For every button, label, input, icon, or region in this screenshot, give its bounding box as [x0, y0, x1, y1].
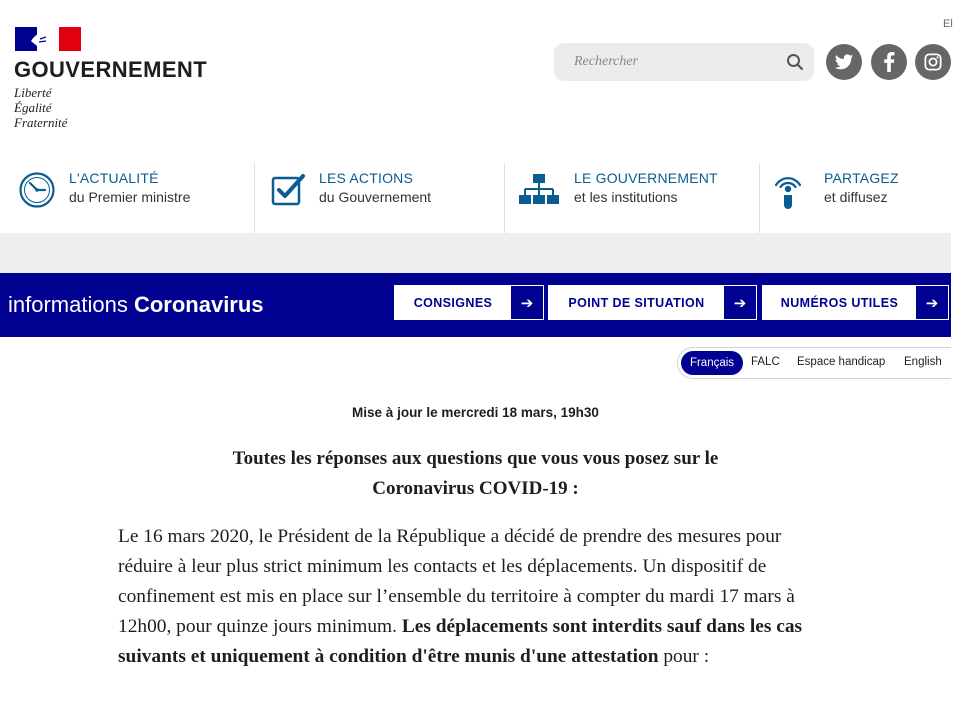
point-de-situation-button[interactable] — [548, 285, 757, 320]
button-label: NUMÉROS UTILES — [780, 295, 899, 310]
nav-item-subtitle: du Premier ministre — [69, 189, 191, 205]
headline-line-1: Toutes les réponses aux questions que vous vous posez sur le — [232, 448, 719, 469]
clock-icon — [18, 171, 56, 214]
arrow-right-icon: ➔ — [724, 286, 756, 319]
search-box[interactable] — [554, 43, 814, 81]
broadcast-icon — [772, 171, 804, 216]
facebook-button[interactable] — [871, 44, 907, 80]
logo-title: GOUVERNEMENT — [14, 57, 208, 82]
corner-language-link[interactable]: El — [943, 18, 953, 30]
button-label: CONSIGNES — [413, 295, 493, 310]
banner-title-strong: Coronavirus — [133, 292, 264, 317]
nav-item-title: LE GOUVERNEMENT — [574, 170, 718, 186]
motto-liberte: Liberté — [14, 85, 52, 100]
lang-option-francais[interactable]: Français — [681, 351, 743, 375]
banner-title-prefix: informations — [8, 292, 134, 317]
republic-motto — [14, 85, 207, 130]
checkbox-icon — [270, 171, 306, 212]
intro-end-text: pour : — [658, 646, 710, 667]
search-icon[interactable] — [786, 53, 804, 76]
intro-bold-text: Les déplacements sont interdits sauf dans les cas suivants et uniquement à condition d'être munis d'une attestation — [118, 616, 803, 667]
language-switcher — [677, 347, 951, 379]
nav-item-gouvernement[interactable] — [505, 163, 759, 233]
facebook-icon — [883, 52, 895, 72]
intro-paragraph — [118, 522, 833, 672]
org-chart-icon — [518, 171, 560, 214]
nav-item-partagez[interactable] — [760, 163, 951, 233]
button-label: POINT DE SITUATION — [568, 295, 705, 310]
twitter-icon — [834, 54, 854, 71]
instagram-button[interactable] — [915, 44, 951, 80]
government-logo[interactable] — [14, 27, 207, 130]
numeros-utiles-button[interactable] — [762, 285, 949, 320]
coronavirus-banner — [0, 273, 951, 337]
lang-option-english[interactable]: English — [904, 356, 942, 368]
nav-item-actualite[interactable] — [0, 163, 254, 233]
banner-title — [8, 292, 264, 318]
nav-item-subtitle: du Gouvernement — [319, 189, 432, 205]
motto-egalite: Égalité — [14, 100, 52, 115]
nav-item-title: LES ACTIONS — [319, 170, 414, 186]
page-headline — [118, 444, 833, 504]
nav-item-subtitle: et diffusez — [824, 189, 888, 205]
arrow-right-icon: ➔ — [916, 286, 948, 319]
main-navigation — [0, 163, 951, 233]
motto-fraternite: Fraternité — [14, 115, 68, 130]
search-input[interactable]: Rechercher — [574, 54, 638, 69]
lang-option-falc[interactable]: FALC — [751, 356, 780, 368]
arrow-right-icon: ➔ — [511, 286, 543, 319]
twitter-button[interactable] — [826, 44, 862, 80]
instagram-icon — [924, 53, 942, 71]
nav-item-actions[interactable] — [255, 163, 504, 233]
marianne-flag-icon — [15, 27, 81, 51]
update-date: Mise à jour le mercredi 18 mars, 19h30 — [352, 405, 599, 420]
nav-item-subtitle: et les institutions — [574, 189, 678, 205]
consignes-button[interactable] — [394, 285, 544, 320]
nav-item-title: PARTAGEZ — [824, 170, 899, 186]
intro-text: Le 16 mars 2020, le Président de la République a décidé de prendre des mesures pour réduire à leur plus strict minimum les contacts et les déplacements. Un dispositif de confinement est mis en place sur l’ensemble du territoire à compter du mardi 17 mars à 12h00, pour quinze jours minimum. — [118, 526, 795, 637]
lang-option-espace-handicap[interactable]: Espace handicap — [797, 356, 886, 368]
grey-separator-band — [0, 233, 951, 273]
headline-line-2: Coronavirus COVID-19 : — [372, 478, 579, 499]
nav-item-title: L'ACTUALITÉ — [69, 170, 159, 186]
